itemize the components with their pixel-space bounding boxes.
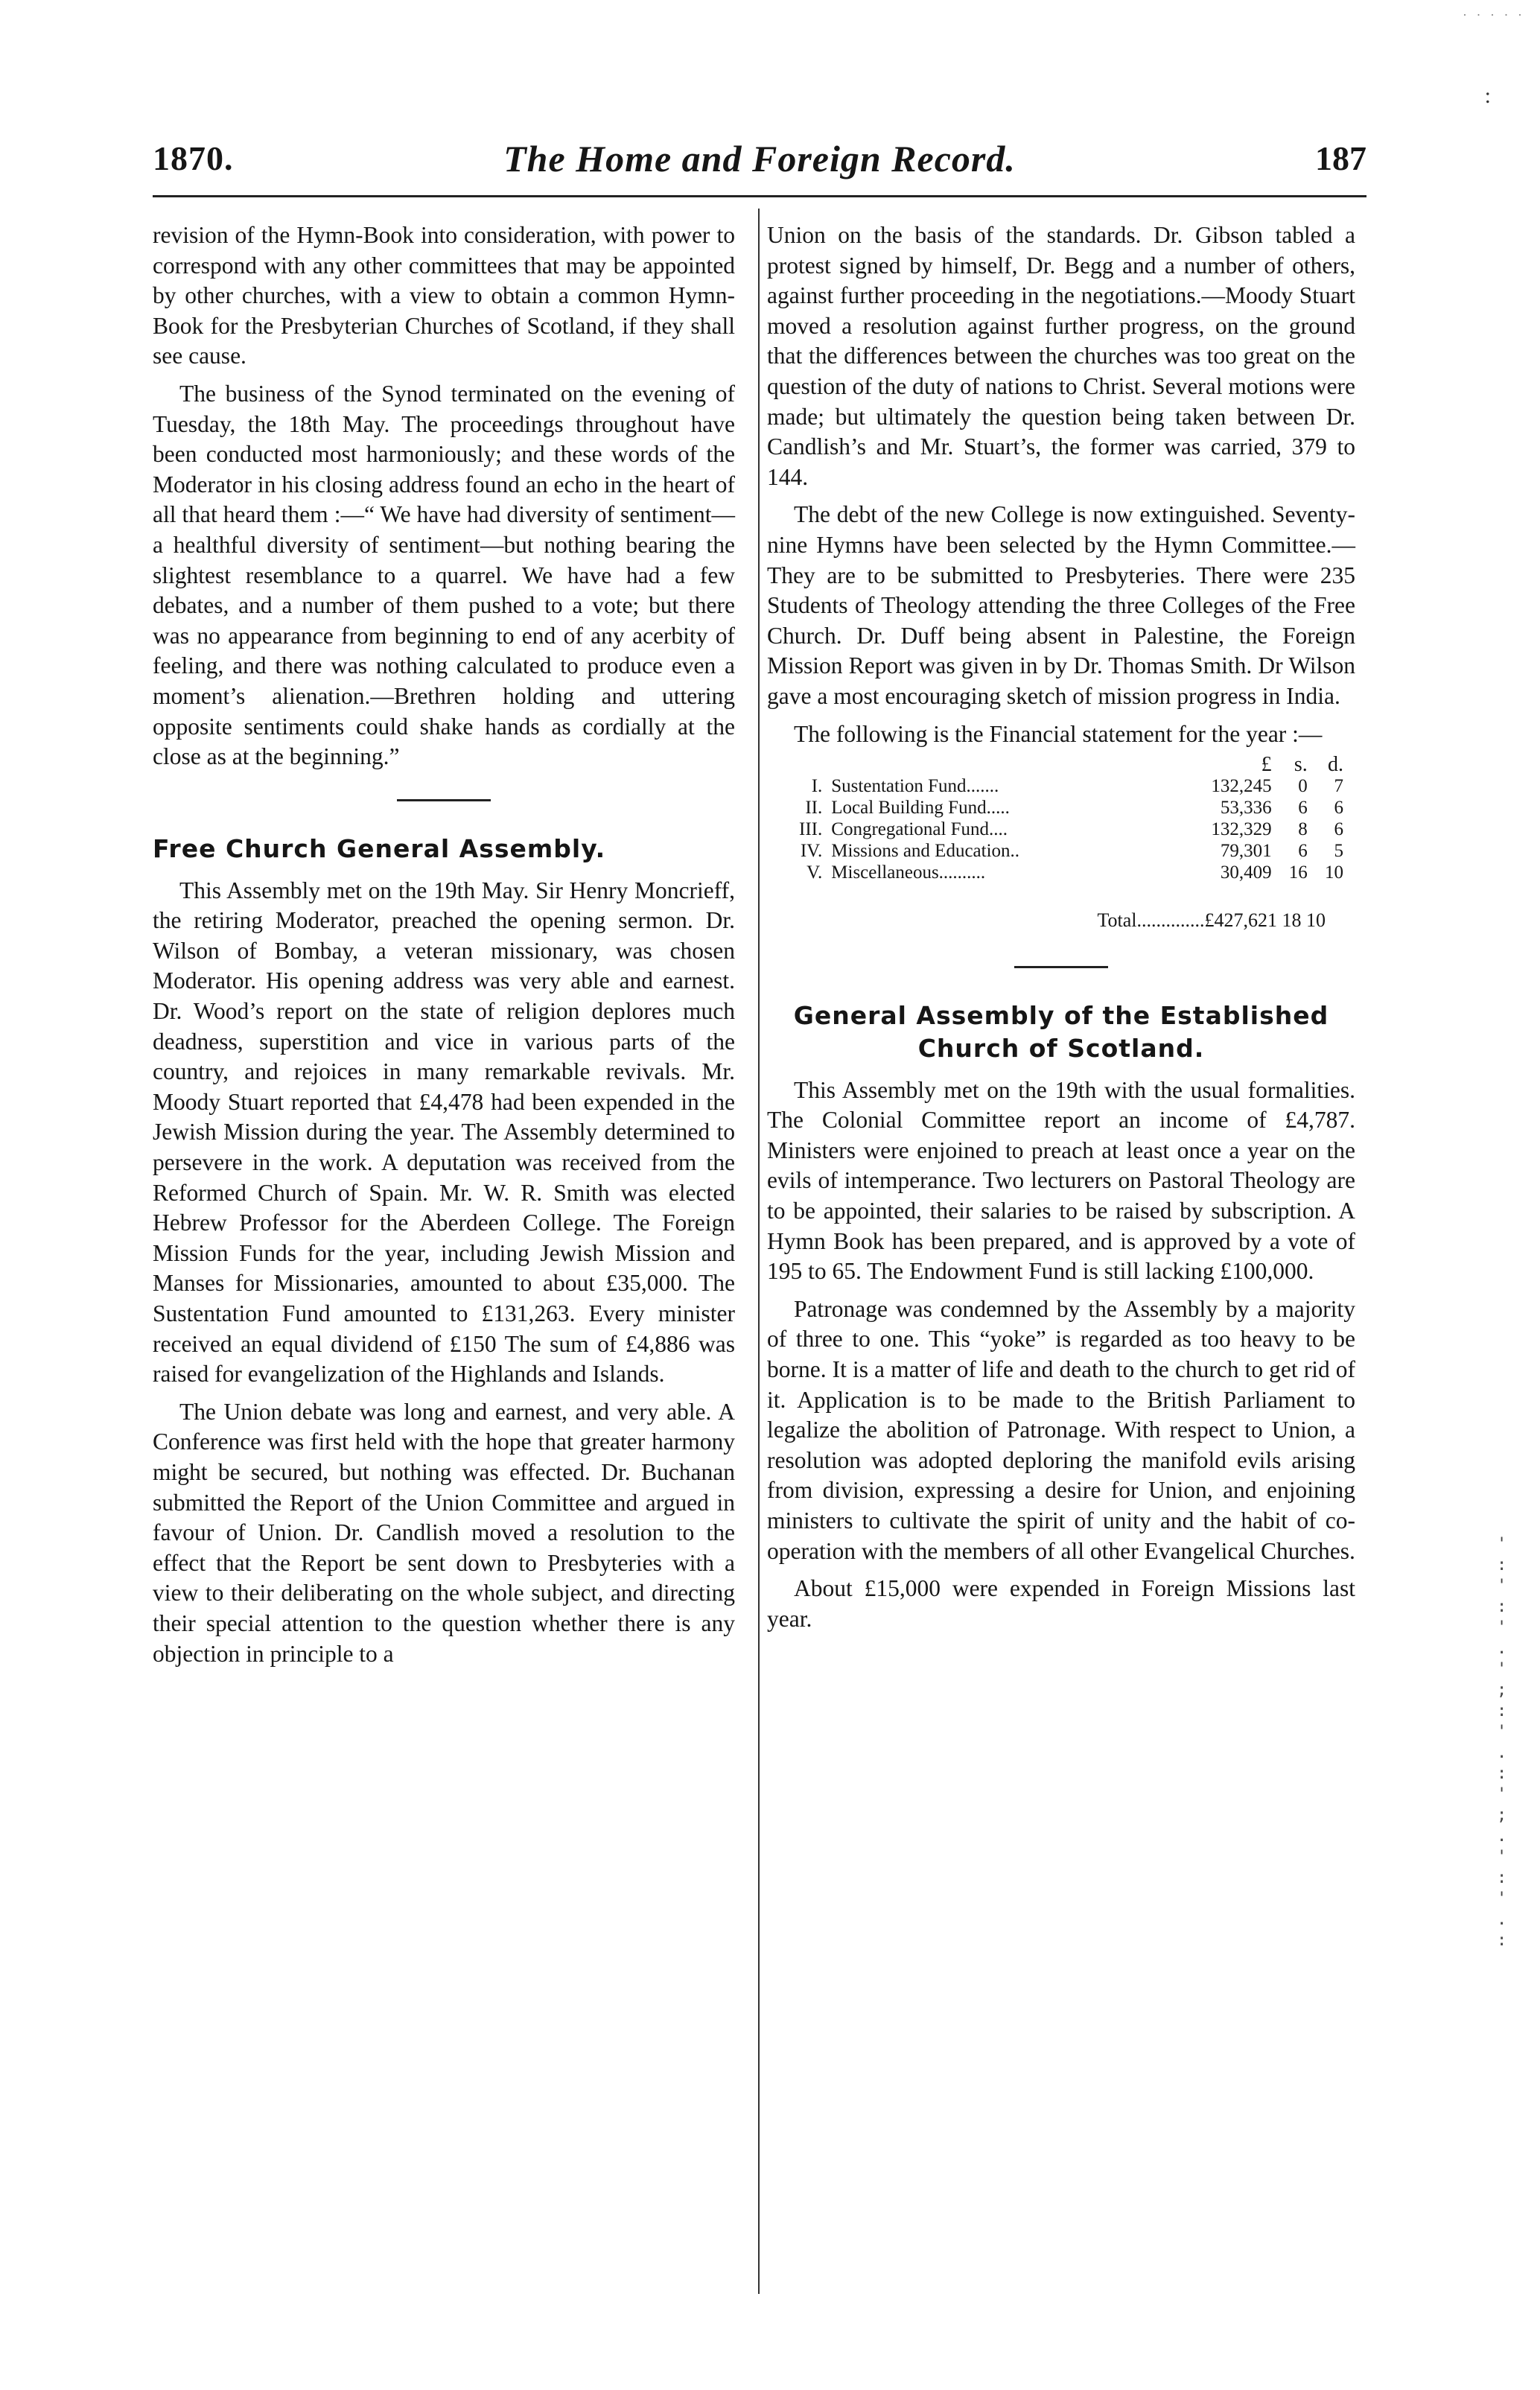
paragraph: The following is the Financial statement for the year :— (794, 720, 1323, 747)
row-pence: 10 (1325, 862, 1343, 883)
row-pounds: 132,329 (1211, 819, 1272, 840)
section-title-established-church: General Assembly of the Established Church of Scotland. (793, 1000, 1329, 1063)
scan-margin-marks: ' : ' : ' . ' ; : ' . : ' ; . ' : ' . : (1497, 1535, 1507, 1950)
paragraph: This Assembly met on the 19th with the usual formalities. The Colonial Committee report an income of £4,787. Ministers were enjoined to preach at least once a year on the evils of intemperance. Two lecturers on Pastoral Theology are to be appointed, their salaries to be raised by subscription. A Hymn Book has been prepared, and is approved by a vote of 195 to 65. The Endowment Fund is still lacking £100,000. (767, 1076, 1355, 1285)
row-shillings: 16 (1288, 862, 1308, 883)
shillings-header: s. (1294, 753, 1308, 777)
column-divider (758, 209, 760, 2294)
financial-total: Total..............£427,621 18 10 (1097, 909, 1326, 932)
section-separator (1014, 966, 1108, 968)
row-shillings: 0 (1298, 776, 1308, 797)
row-label: Congregational Fund.... (831, 819, 1008, 840)
left-column (153, 220, 735, 1669)
paragraph: Union on the basis of the standards. Dr. Gibson tabled a protest signed by himself, Dr. Begg and a number of others, against further proceeding in the negotiations.—Moody Stuart moved a resolution against further progress, on the ground that the differences between the churches was too great on the question of the duty of nations to Christ. Several motions were made; but ultimately the question being taken between Dr. Candlish’s and Mr. Stuart’s, the former was carried, 379 to 144. (767, 222, 1356, 490)
table-row (777, 862, 1343, 883)
header-page-number: 187 (1315, 139, 1366, 177)
row-pounds: 53,336 (1220, 798, 1272, 819)
row-pence: 5 (1334, 841, 1343, 862)
header-rule (153, 195, 1366, 197)
row-pence: 6 (1334, 798, 1343, 819)
section-separator (397, 799, 491, 801)
row-pounds: 79,301 (1220, 841, 1272, 862)
scan-corner-mark: · · · · · (1463, 7, 1525, 22)
row-shillings: 6 (1298, 798, 1308, 819)
pence-header: d. (1328, 753, 1343, 777)
table-row (777, 840, 1343, 862)
row-pence: 7 (1334, 776, 1343, 797)
table-row (777, 819, 1343, 840)
financial-statement-table (777, 754, 1343, 883)
row-number: II. (805, 798, 823, 819)
row-label: Local Building Fund..... (831, 798, 1010, 819)
table-header-row (777, 754, 1343, 775)
row-number: V. (806, 862, 823, 883)
paragraph: The business of the Synod terminated on the evening of Tuesday, the 18th May. The proceedings throughout have been conducted most harmoniously; and these words of the Moderator in his closing address found an echo in the heart of all that heard them :—“ We have had diversity of sentiment—a healthful diversity of sentiment—but nothing bearing the slightest resemblance to a quarrel. We have had a few debates, and a number of them pushed to a vote; but there was no appearance from beginning to end of any acerbity of feeling, and there was nothing calculated to produce even a moment’s alienation.—Brethren holding and uttering opposite sentiments could shake hands as cordially at the close as at the beginning.” (153, 380, 735, 770)
paragraph: This Assembly met on the 19th May. Sir Henry Moncrieff, the retiring Moderator, preached the opening sermon. Dr. Wilson of Bombay, a veteran missionary, was chosen Moderator. His opening address was very able and earnest. Dr. Wood’s report on the state of religion deplores much deadness, superstition and vice in various parts of the country, and rejoices in many remarkable revivals. Mr. Moody Stuart reported that £4,478 had been expended in the Jewish Mission during the year. The Assembly determined to persevere in the work. A deputation was received from the Reformed Church of Spain. Mr. W. R. Smith was elected Hebrew Professor for the Aberdeen College. The Foreign Mission Funds for the year, including Jewish Mission and Manses for Missionaries, amounted to about £35,000. The Sustentation Fund amounted to £131,263. Every minister received an equal dividend of £150 The sum of £4,886 was raised for evangelization of the Highlands and Islands. (153, 877, 735, 1388)
running-header (153, 139, 1366, 191)
pounds-header: £ (1261, 753, 1272, 777)
row-shillings: 8 (1298, 819, 1308, 840)
row-label: Missions and Education.. (831, 841, 1020, 862)
row-number: I. (811, 776, 823, 797)
row-pence: 6 (1334, 819, 1343, 840)
table-row (777, 775, 1343, 797)
row-pounds: 30,409 (1220, 862, 1272, 883)
row-shillings: 6 (1298, 841, 1308, 862)
paragraph: Patronage was condemned by the Assembly by a majority of three to one. This “yoke” is regarded as too heavy to be borne. It is a matter of life and death to the church to get rid of it. Application is to be made to the British Parliament to legalize the abolition of Patronage. With respect to Union, a resolution was adopted deploring the manifold evils arising from division, expressing a desire for Union, and enjoining ministers to cultivate the spirit of unity and the habit of co-operation with the members of all other Evangelical Churches. (767, 1295, 1355, 1564)
row-label: Sustentation Fund....... (831, 776, 999, 797)
row-number: III. (799, 819, 823, 840)
margin-tick-mark: : (1484, 83, 1491, 108)
right-column (767, 220, 1355, 1634)
paragraph: About £15,000 were expended in Foreign Missions last year. (767, 1575, 1355, 1632)
section-title-free-church: Free Church General Assembly. (153, 833, 606, 863)
header-title: The Home and Foreign Record. (503, 138, 1016, 179)
paragraph: The debt of the new College is now extinguished. Seventy-nine Hymns have been selected by the Hymn Committee.—They are to be submitted to Presbyteries. There were 235 Students of Theology attending the three Colleges of the Free Church. Dr. Duff being absent in Palestine, the Foreign Mission Report was given in by Dr. Thomas Smith. Dr Wilson gave a most encouraging sketch of mission progress in India. (767, 501, 1355, 709)
row-number: IV. (800, 841, 823, 862)
row-label: Miscellaneous.......... (831, 862, 986, 883)
row-pounds: 132,245 (1211, 776, 1272, 797)
paragraph: The Union debate was long and earnest, and very able. A Conference was first held with the hope that greater harmony might be secured, but nothing was effected. Dr. Buchanan submitted the Report of the Union Committee and argued in favour of Union. Dr. Candlish moved a resolution to the effect that the Report be sent down to Presbyteries with a view to their deliberating on the whole subject, and directing their special attention to the question whether there is any objection in principle to a (153, 1398, 735, 1667)
paragraph: revision of the Hymn-Book into consideration, with power to correspond with any other committees that may be appointed by other churches, with a view to obtain a common Hymn-Book for the Presbyterian Churches of Scotland, if they shall see cause. (153, 222, 735, 369)
table-row (777, 797, 1343, 819)
header-year: 1870. (153, 139, 234, 177)
